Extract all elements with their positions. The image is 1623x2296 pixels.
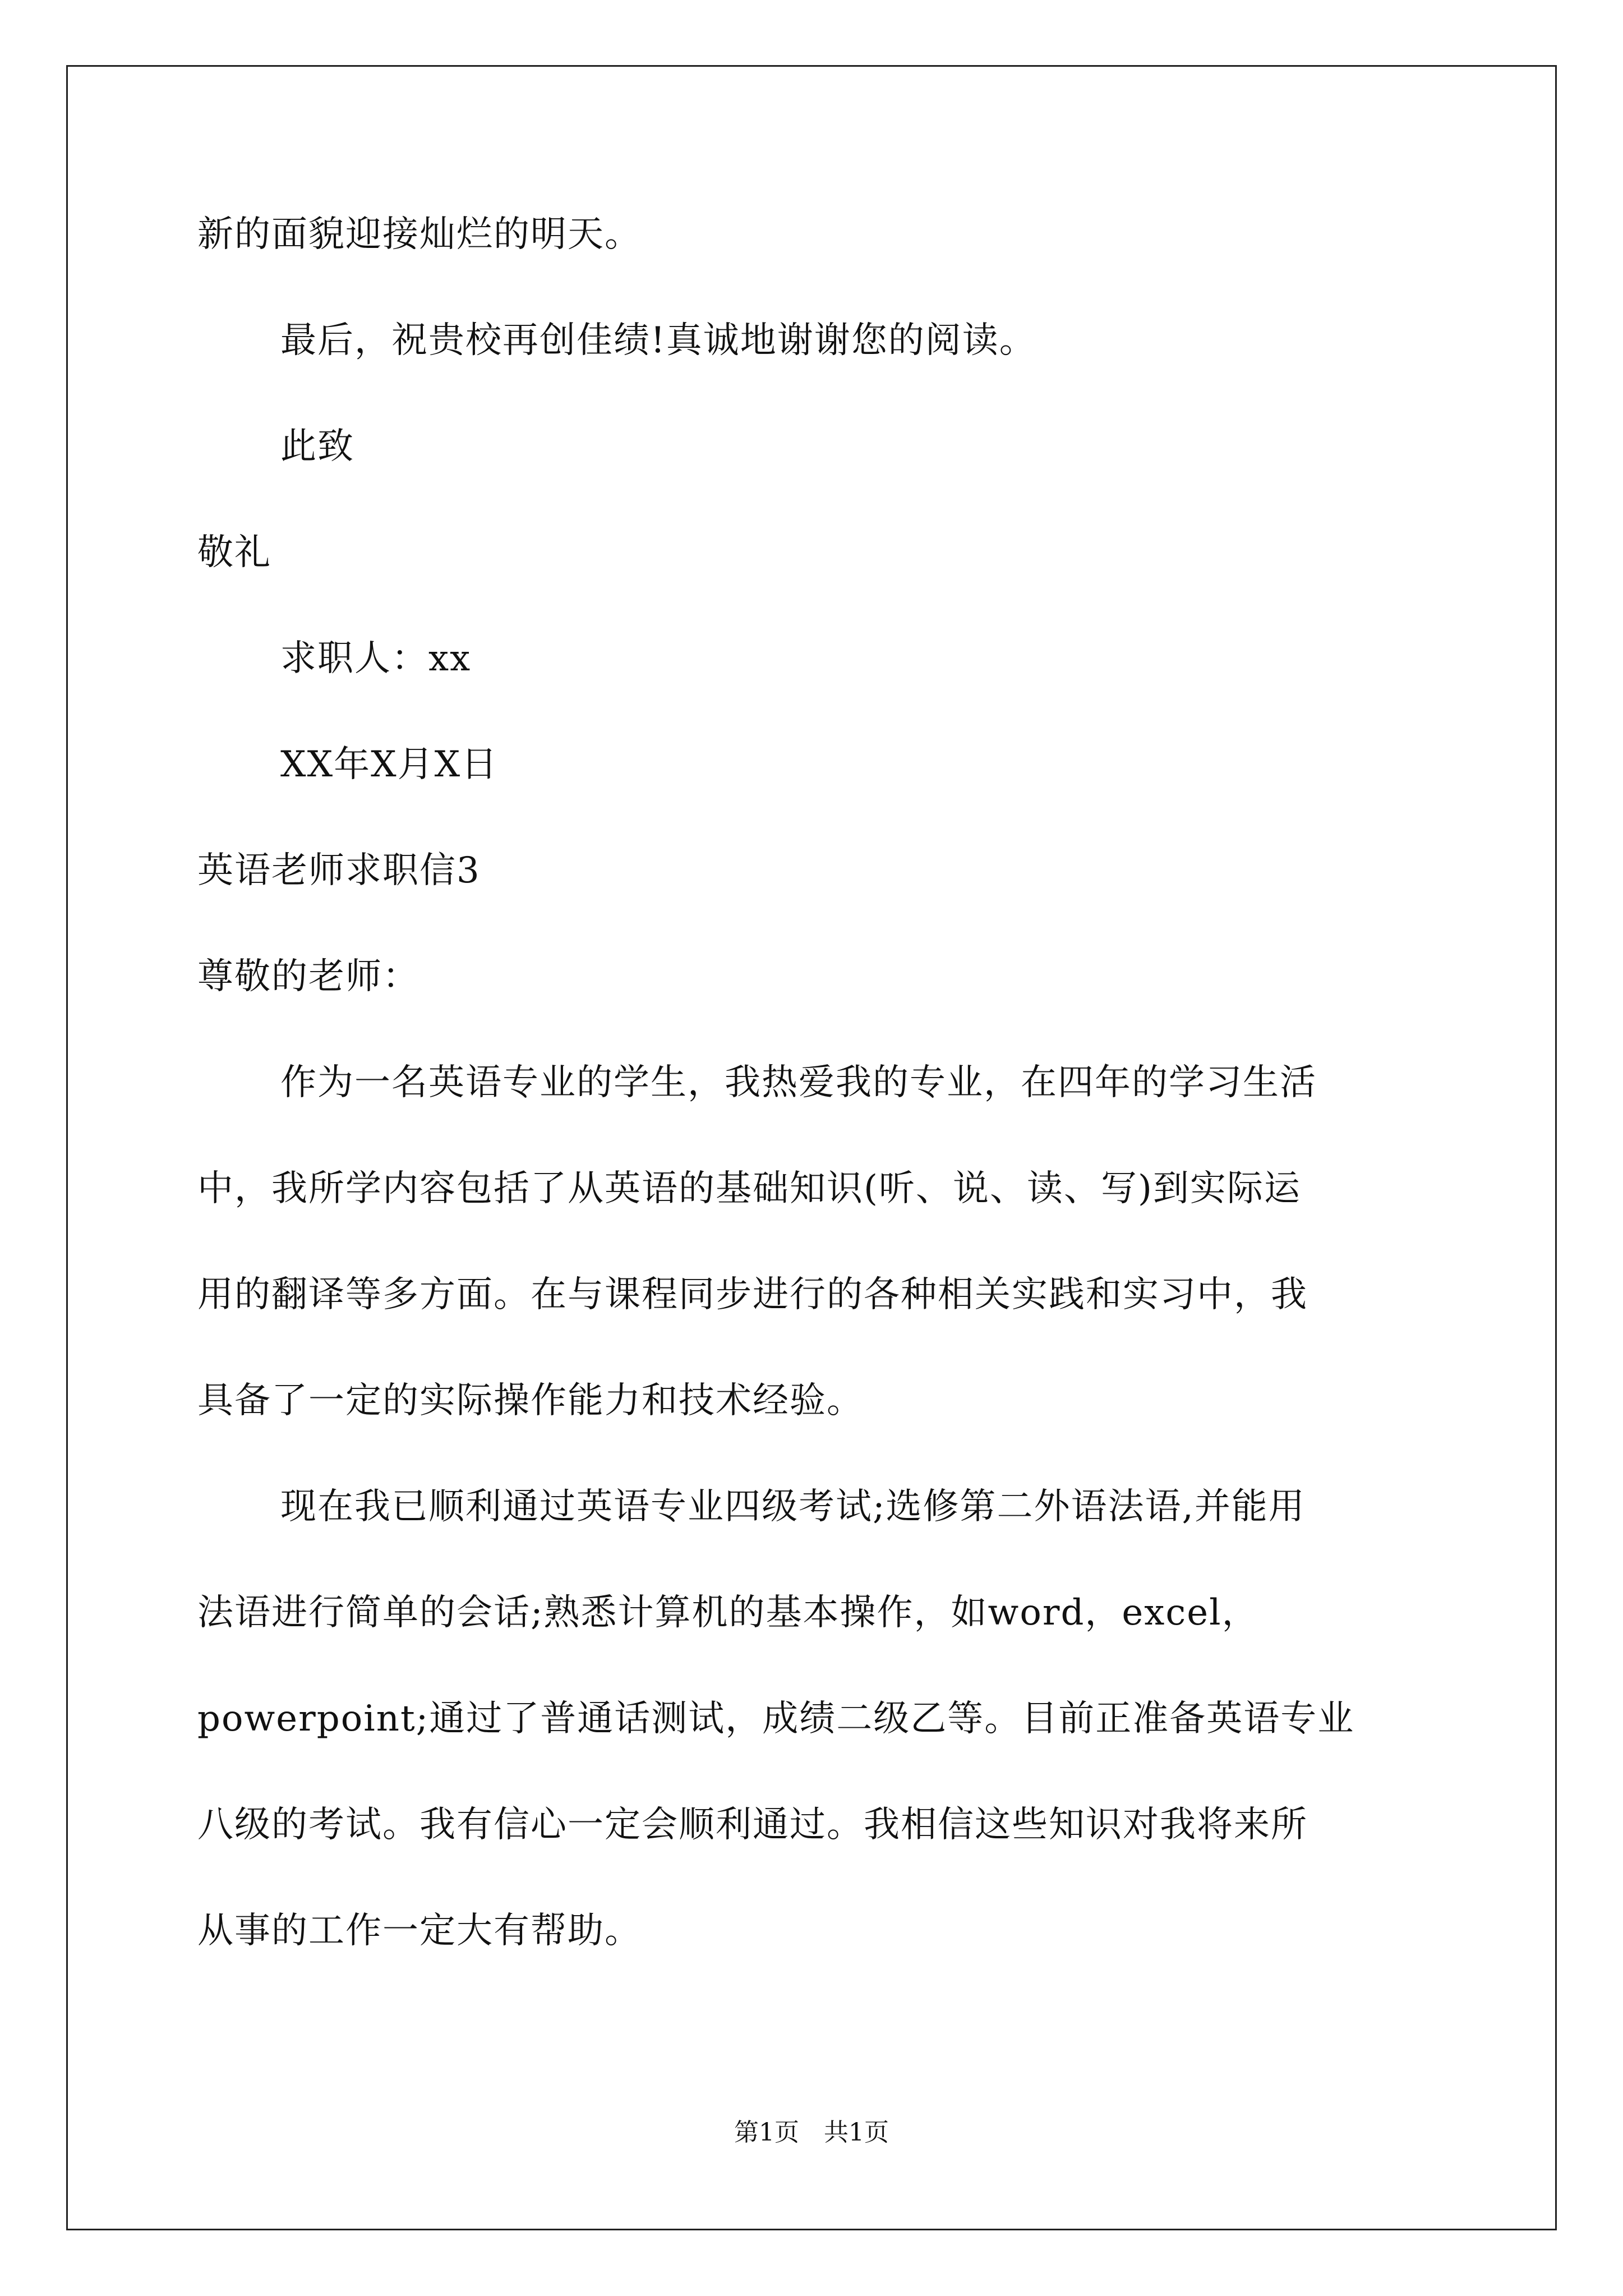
text-line: 新的面貌迎接灿烂的明天。 xyxy=(197,214,642,255)
page-number-footer: 第1页 共1页 xyxy=(734,2118,889,2147)
text-line: powerpoint;通过了普通话测试，成绩二级乙等。目前正准备英语专业 xyxy=(197,1698,1355,1740)
text-line: 从事的工作一定大有帮助。 xyxy=(197,1910,642,1952)
text-line: 作为一名英语专业的学生，我热爱我的专业，在四年的学习生活 xyxy=(280,1062,1317,1103)
text-line: 现在我已顺利通过英语专业四级考试;选修第二外语法语,并能用 xyxy=(280,1486,1306,1527)
text-line: XX年X月X日 xyxy=(280,744,499,785)
text-line: 中，我所学内容包括了从英语的基础知识(听、说、读、写)到实际运 xyxy=(197,1168,1301,1209)
text-line: 最后，祝贵校再创佳绩!真诚地谢谢您的阅读。 xyxy=(280,320,1036,361)
text-line: 法语进行简单的会话;熟悉计算机的基本操作，如word，excel， xyxy=(197,1592,1259,1634)
text-line: 八级的考试。我有信心一定会顺利通过。我相信这些知识对我将来所 xyxy=(197,1804,1308,1846)
salutation: 尊敬的老师： xyxy=(197,956,419,997)
text-line: 敬礼 xyxy=(197,532,271,573)
text-line: 具备了一定的实际操作能力和技术经验。 xyxy=(197,1380,864,1421)
text-line: 此致 xyxy=(280,426,354,467)
text-line: 用的翻译等多方面。在与课程同步进行的各种相关实践和实习中，我 xyxy=(197,1274,1308,1315)
text-line: 求职人：xx xyxy=(280,638,472,679)
section-heading: 英语老师求职信3 xyxy=(197,850,481,891)
page-border xyxy=(66,65,1557,2230)
